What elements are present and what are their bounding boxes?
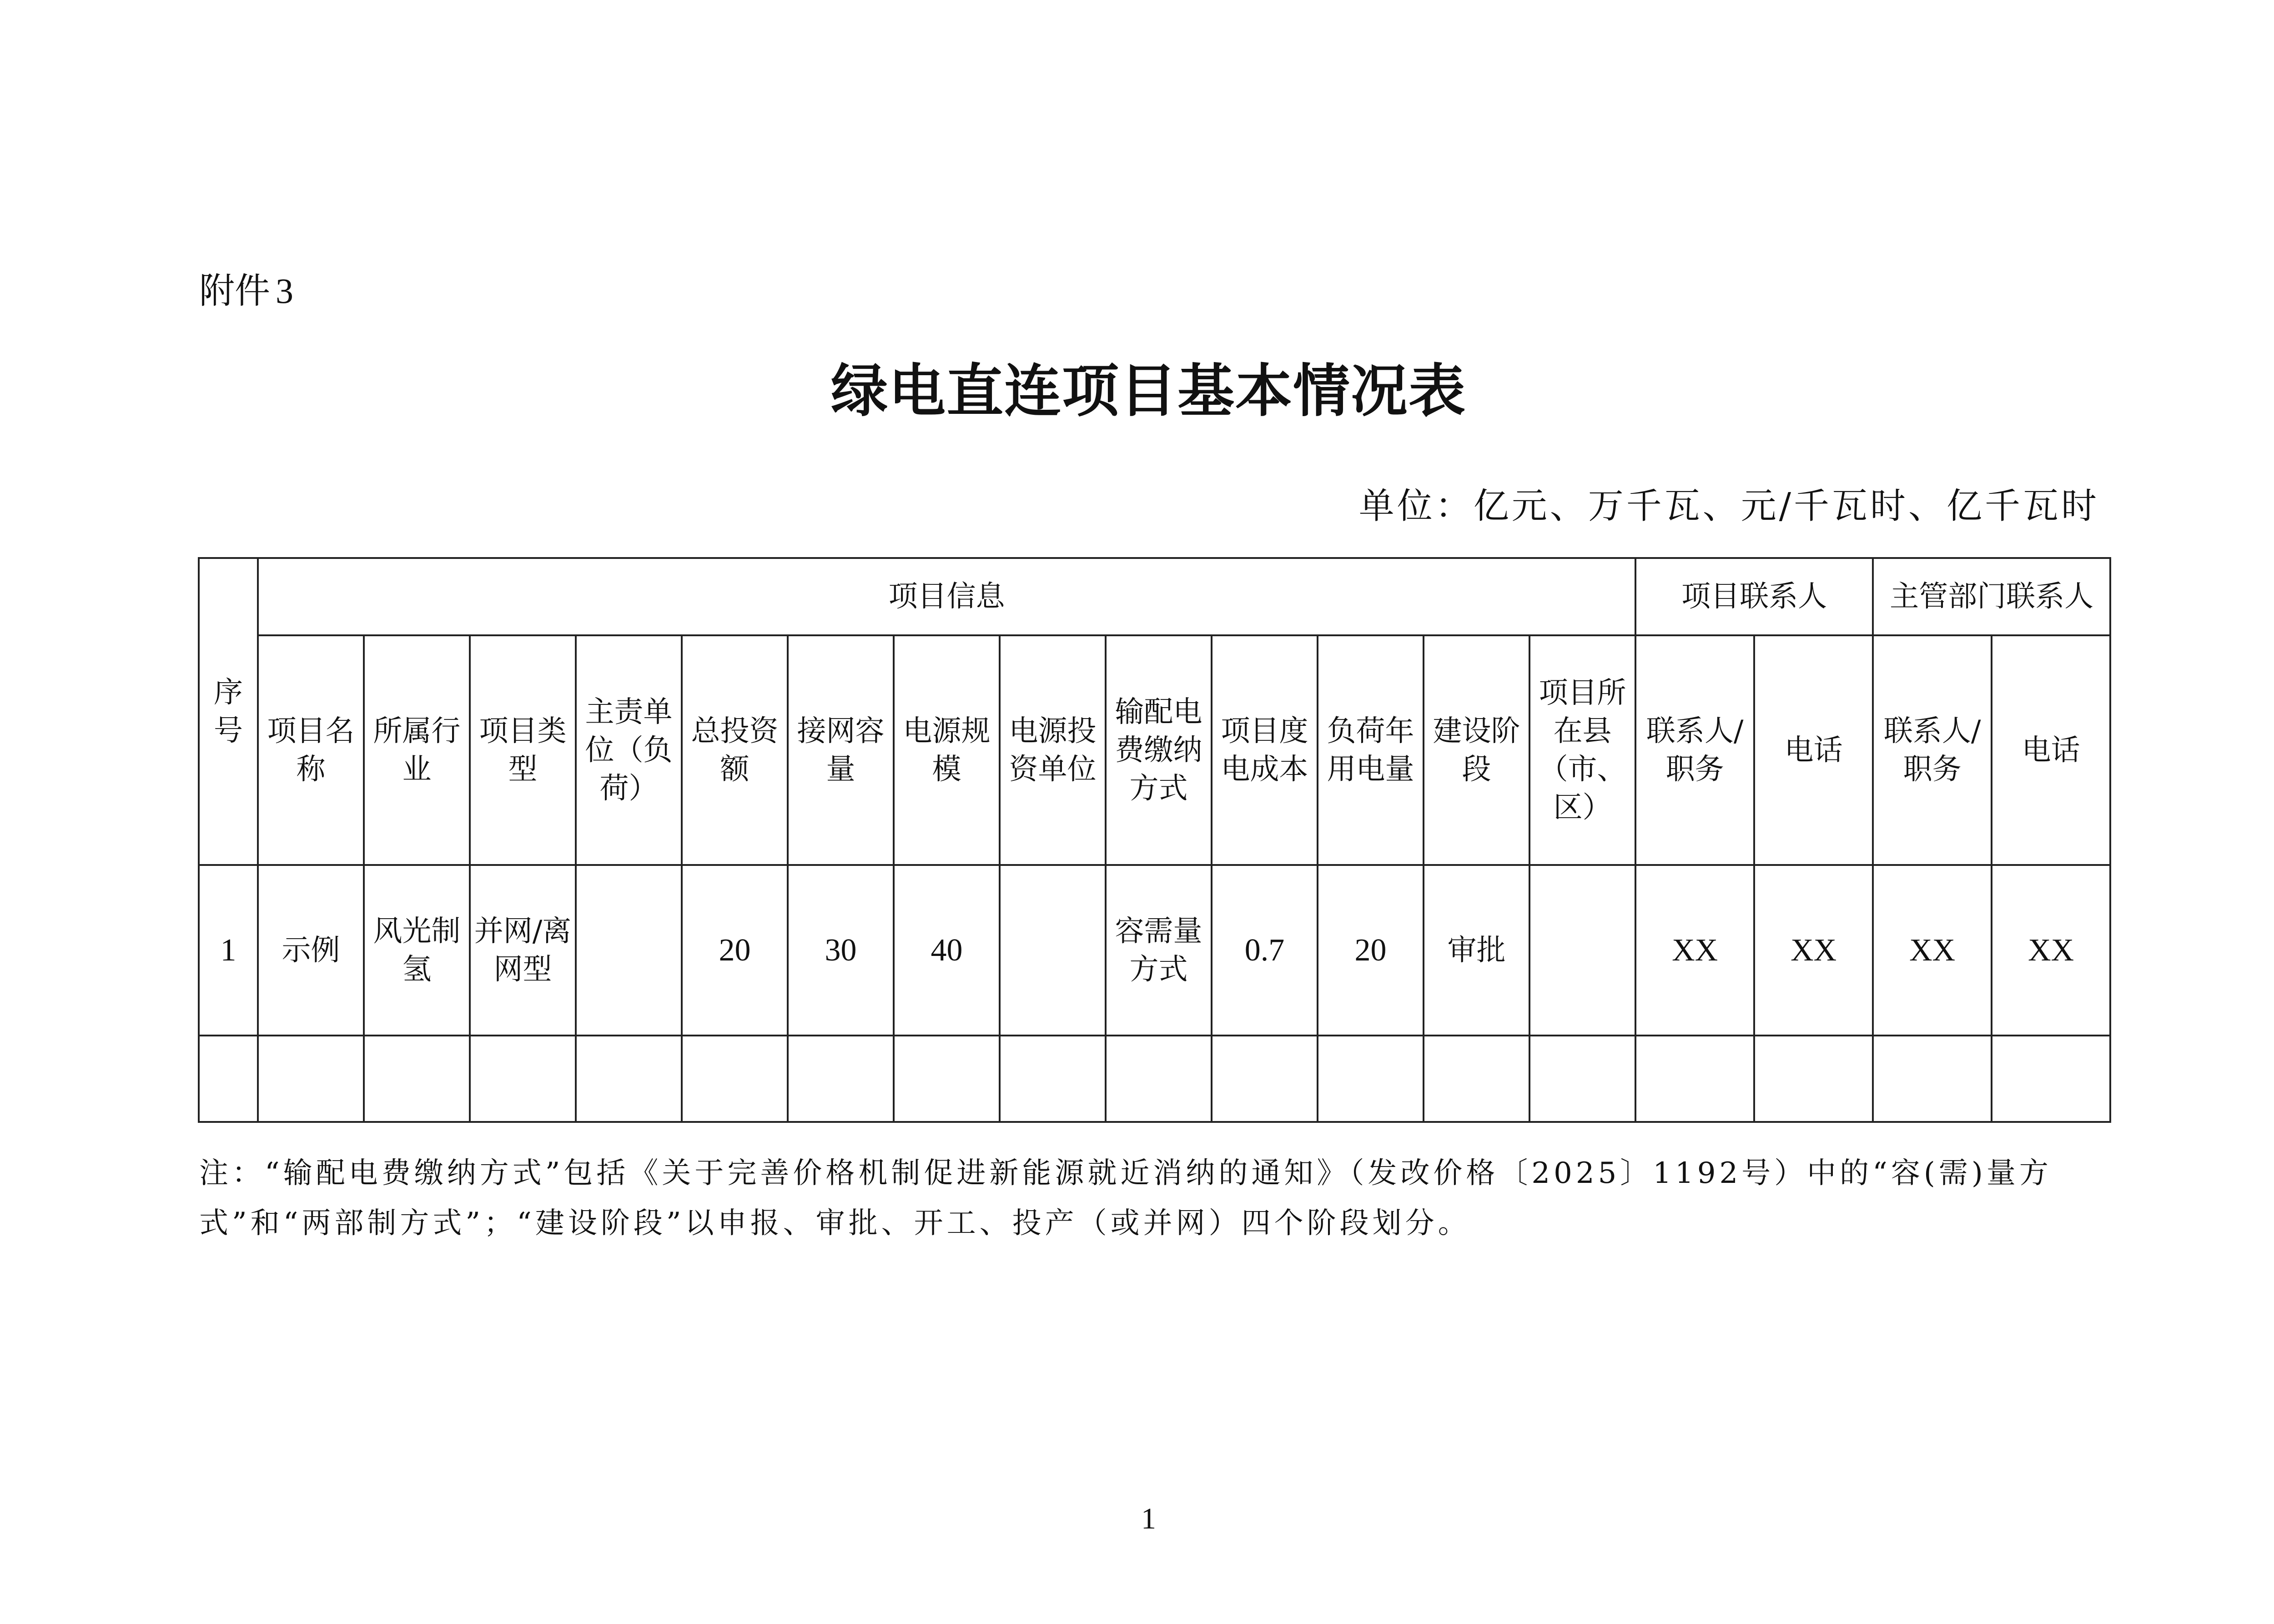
table-cell [258,1036,364,1122]
table-cell [1000,865,1106,1036]
table-cell: 风光制氢 [364,865,470,1036]
column-header-row [199,635,2110,865]
column-header: 接网容量 [788,635,894,865]
column-header: 项目所在县（市、区） [1529,635,1635,865]
table-cell: XX [1754,865,1873,1036]
column-header: 项目名称 [258,635,364,865]
table-cell [1106,1036,1212,1122]
footnote: 注：“输配电费缴纳方式”包括《关于完善价格机制促进新能源就近消纳的通知》（发改价格〔2025〕1192号）中的“容(需)量方式”和“两部制方式”；“建设阶段”以申报、审批、开工、投产（或并网）四个阶段划分。 [199,1156,2052,1240]
table-cell [1212,1036,1318,1122]
group-header-project-contact: 项目联系人 [1635,558,1873,635]
table-row [199,865,2110,1036]
column-header: 主责单位（负荷） [576,635,682,865]
column-header: 电话 [1992,635,2110,865]
table-cell [1529,1036,1635,1122]
column-header: 联系人/职务 [1635,635,1754,865]
table-cell [788,1036,894,1122]
column-header: 联系人/职务 [1873,635,1992,865]
unit-line: 单位：亿元、万千瓦、元/千瓦时、亿千瓦时 [1358,486,2099,527]
table-cell: XX [1873,865,1992,1036]
column-header: 负荷年用电量 [1318,635,1424,865]
column-header: 总投资额 [682,635,788,865]
table-cell: 并网/离网型 [470,865,576,1036]
column-header: 电源规模 [894,635,1000,865]
table-cell [364,1036,470,1122]
column-header: 电源投资单位 [1000,635,1106,865]
attachment-label [199,266,293,316]
group-header-row [199,558,2110,635]
table-cell: XX [1635,865,1754,1036]
table-cell [576,865,682,1036]
table-cell [1873,1036,1992,1122]
table-cell: 0.7 [1212,865,1318,1036]
table-cell: 审批 [1424,865,1529,1036]
table-cell: 示例 [258,865,364,1036]
table-cell [576,1036,682,1122]
column-header: 输配电费缴纳方式 [1106,635,1212,865]
column-header: 所属行业 [364,635,470,865]
table-cell [470,1036,576,1122]
project-info-table [198,557,2111,1123]
table-cell [1529,865,1635,1036]
column-header: 电话 [1754,635,1873,865]
seq-header: 序号 [199,558,258,865]
group-header-project-info: 项目信息 [258,558,1635,635]
table-cell: XX [1992,865,2110,1036]
column-header: 项目类型 [470,635,576,865]
group-header-dept-contact: 主管部门联系人 [1873,558,2110,635]
table-row [199,1036,2110,1122]
table-cell [1635,1036,1754,1122]
table-cell [1318,1036,1424,1122]
page-number: 1 [1141,1502,1156,1535]
table-cell [1992,1036,2110,1122]
table-cell: 40 [894,865,1000,1036]
table-cell [1000,1036,1106,1122]
attachment-text: 附件 [199,271,271,312]
row-seq [199,1036,258,1122]
table-cell [894,1036,1000,1122]
row-seq: 1 [199,865,258,1036]
table-cell: 20 [1318,865,1424,1036]
table-cell [1424,1036,1529,1122]
attachment-number: 3 [276,271,294,311]
table-cell: 20 [682,865,788,1036]
table-cell [1754,1036,1873,1122]
document-title: 绿电直连项目基本情况表 [831,358,1466,424]
column-header: 项目度电成本 [1212,635,1318,865]
column-header: 建设阶段 [1424,635,1529,865]
table-cell: 30 [788,865,894,1036]
table-cell [682,1036,788,1122]
table-cell: 容需量方式 [1106,865,1212,1036]
